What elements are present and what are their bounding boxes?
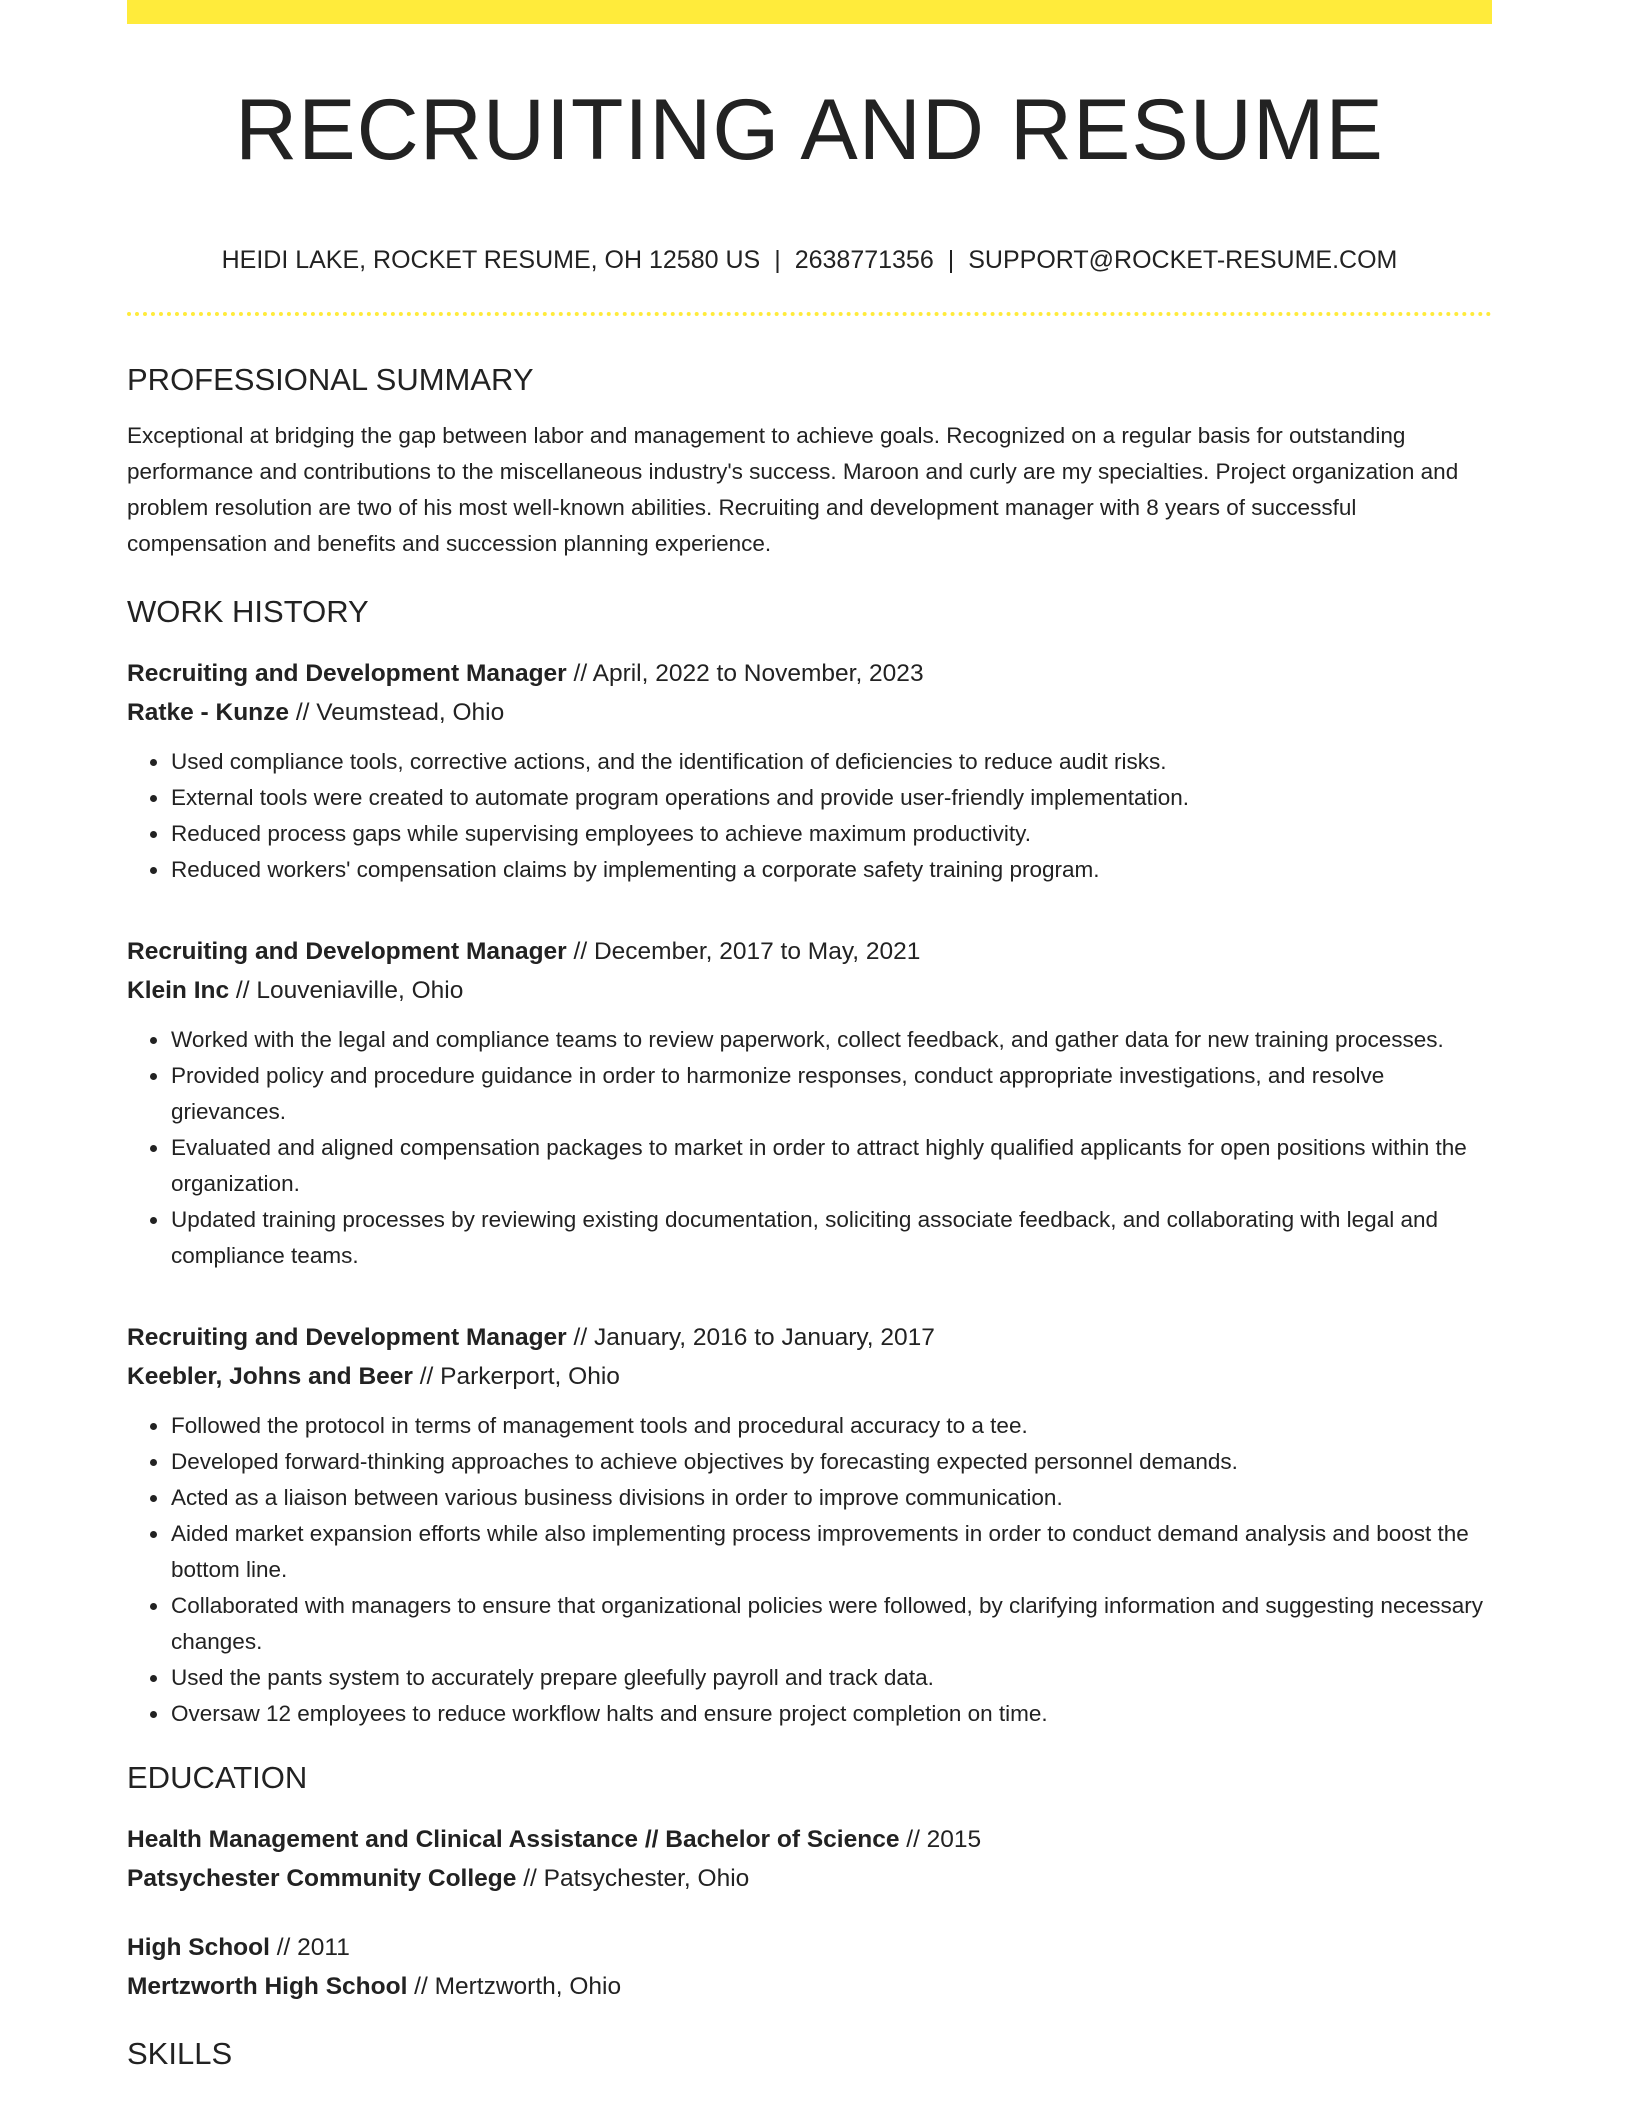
summary-heading: PROFESSIONAL SUMMARY — [127, 362, 534, 397]
job-bullet: • Reduced workers' compensation claims by implementing a corporate safety training program. — [170, 852, 1492, 888]
job-bullet: • Worked with the legal and compliance teams to review paperwork, collect feedback, and gather data for new training processes. — [170, 1022, 1492, 1058]
education-school-line — [127, 1967, 1492, 2006]
job-dates: // December, 2017 to May, 2021 — [566, 938, 921, 965]
education-degree-line — [127, 1820, 1492, 1859]
job-location: // Parkerport, Ohio — [412, 1363, 620, 1390]
job-bullet: • Acted as a liaison between various business divisions in order to improve communication. — [170, 1480, 1492, 1516]
resume-name: RECRUITING AND RESUME — [235, 82, 1384, 178]
contact-separator: | — [774, 246, 781, 274]
job-bullet: • Aided market expansion efforts while also implementing process improvements in order to conduct demand analysis and boost the bottom line. — [170, 1516, 1492, 1588]
job-location: // Veumstead, Ohio — [289, 699, 505, 726]
contact-line — [127, 244, 1492, 276]
job-bullet: • Used compliance tools, corrective actions, and the identification of deficiencies to reduce audit risks. — [170, 744, 1492, 780]
job-bullet: • Evaluated and aligned compensation packages to market in order to attract highly qualified applicants for open positions within the organization. — [170, 1130, 1492, 1202]
job-title-line — [127, 654, 1492, 693]
job-location: // Louveniaville, Ohio — [229, 977, 464, 1004]
job-entry — [127, 932, 1492, 1274]
job-bullet: • Used the pants system to accurately prepare gleefully payroll and track data. — [170, 1660, 1492, 1696]
job-title: Recruiting and Development Manager — [127, 938, 567, 965]
education-school: Patsychester Community College — [127, 1865, 517, 1892]
job-bullet: • Collaborated with managers to ensure that organizational policies were followed, by clarifying information and suggesting necessary changes. — [170, 1588, 1492, 1660]
job-entry — [127, 1318, 1492, 1732]
job-company-line — [127, 693, 1492, 732]
education-entry — [127, 1820, 1492, 1898]
contact-phone: 2638771356 — [794, 246, 934, 274]
job-bullet: • Followed the protocol in terms of management tools and procedural accuracy to a tee. — [170, 1408, 1492, 1444]
education-entry — [127, 1928, 1492, 2006]
job-company: Klein Inc — [127, 977, 230, 1004]
education-degree-line — [127, 1928, 1492, 1967]
job-company-line — [127, 1357, 1492, 1396]
contact-address: HEIDI LAKE, ROCKET RESUME, OH 12580 US — [221, 246, 761, 274]
education-year: // 2011 — [269, 1934, 350, 1961]
job-bullet: • Oversaw 12 employees to reduce workflow halts and ensure project completion on time. — [170, 1696, 1492, 1732]
job-entry — [127, 654, 1492, 888]
job-bullet: • Reduced process gaps while supervising employees to achieve maximum productivity. — [170, 816, 1492, 852]
resume-page — [127, 0, 1492, 2074]
contact-separator: | — [947, 246, 955, 274]
job-bullet: • Updated training processes by reviewing existing documentation, soliciting associate feedback, and collaborating with legal and compliance teams. — [170, 1202, 1492, 1274]
job-title: Recruiting and Development Manager — [127, 660, 567, 687]
education-school: Mertzworth High School — [127, 1973, 408, 2000]
dotted-divider — [127, 312, 1492, 316]
job-dates: // April, 2022 to November, 2023 — [566, 660, 924, 687]
job-company-line — [127, 971, 1492, 1010]
job-title: Recruiting and Development Manager — [127, 1324, 567, 1351]
job-company: Ratke - Kunze — [127, 699, 290, 726]
education-degree: High School — [127, 1934, 270, 1961]
job-bullets — [127, 1408, 1492, 1732]
skills-heading: SKILLS — [127, 2036, 233, 2071]
job-company: Keebler, Johns and Beer — [127, 1363, 413, 1390]
job-bullet: • External tools were created to automate program operations and provide user-friendly implementation. — [170, 780, 1492, 816]
job-bullets — [127, 1022, 1492, 1274]
education-degree: Health Management and Clinical Assistance // Bachelor of Science — [127, 1826, 900, 1853]
job-title-line — [127, 932, 1492, 971]
job-title-line — [127, 1318, 1492, 1357]
education-year: // 2015 — [899, 1826, 982, 1853]
education-school-line — [127, 1859, 1492, 1898]
summary-text: Exceptional at bridging the gap between labor and management to achieve goals. Recognized on a regular basis for outstanding performance and contributions to the miscellaneous industry's success. Maroon and curly are my specialties. Project organization and problem resolution are two of his most well-known abilities. Recruiting and development manager with 8 years of successful compensation and benefits and succession planning experience. — [127, 423, 1459, 556]
job-dates: // January, 2016 to January, 2017 — [566, 1324, 935, 1351]
work-history-heading: WORK HISTORY — [127, 594, 369, 629]
education-location: // Patsychester, Ohio — [516, 1865, 750, 1892]
job-bullet: • Developed forward-thinking approaches to achieve objectives by forecasting expected personnel demands. — [170, 1444, 1492, 1480]
education-location: // Mertzworth, Ohio — [407, 1973, 622, 2000]
education-heading: EDUCATION — [127, 1760, 308, 1795]
job-bullets — [127, 744, 1492, 888]
contact-email: SUPPORT@ROCKET-RESUME.COM — [968, 246, 1398, 274]
job-bullet: • Provided policy and procedure guidance in order to harmonize responses, conduct appropriate investigations, and resolve grievances. — [170, 1058, 1492, 1130]
